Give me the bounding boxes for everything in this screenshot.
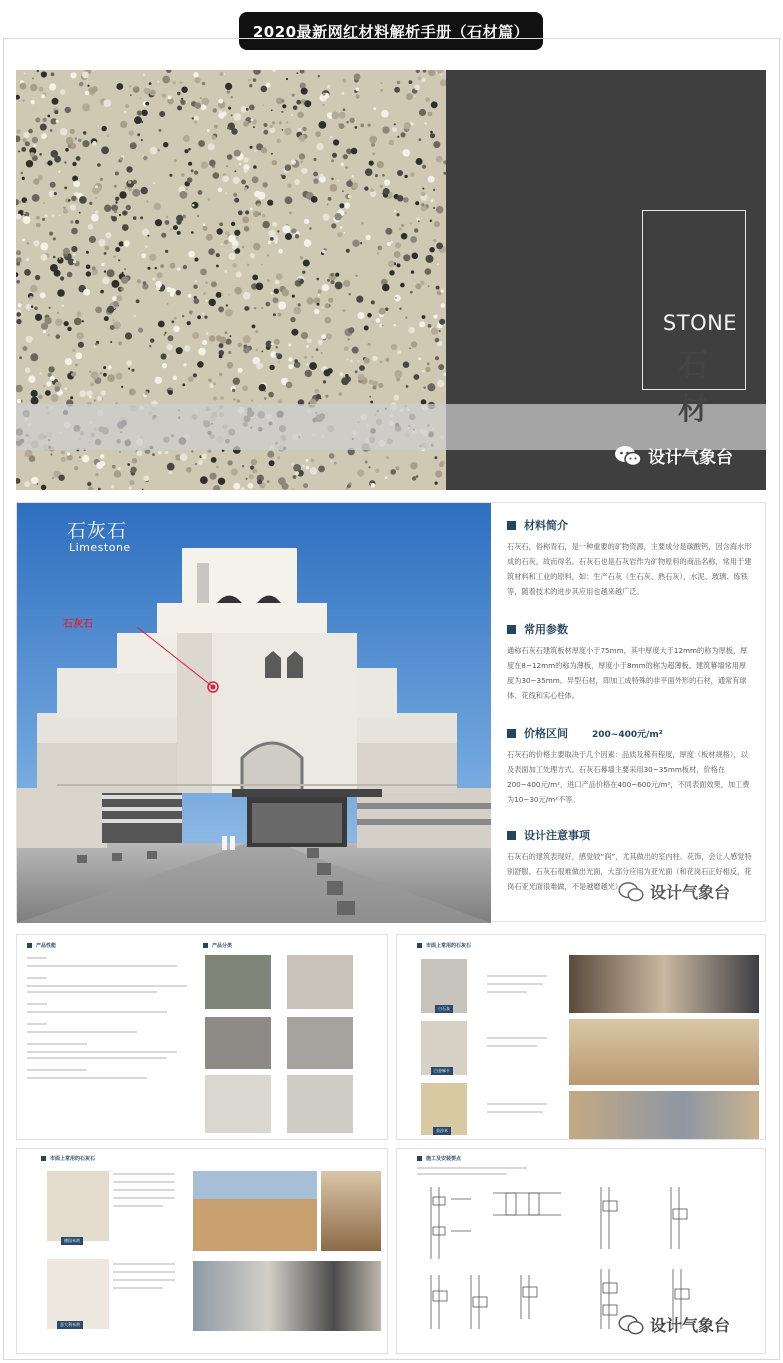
text-line <box>113 1271 175 1273</box>
limestone-page <box>16 502 766 922</box>
text-line <box>113 1197 175 1199</box>
text-line <box>27 1031 137 1033</box>
swatch-label: 金沙米 <box>433 1127 451 1135</box>
section-body: 石灰石，俗称青石，是一种重要的矿物资源，主要成分是碳酸钙，因含海水形成的石灰，故而得名。石灰石也是石灰岩作为矿物原料的商品名称，常用于建筑材料和工业的原料，如：生产石灰（生石灰、熟石灰），水泥、玻璃、炼铁等，随着技术的进步其应用也越来越广泛。 <box>507 542 752 596</box>
section-bullet-square <box>507 831 516 840</box>
wechat-icon <box>618 1315 644 1335</box>
section-price <box>507 725 752 807</box>
text-line <box>487 1045 537 1047</box>
text-line <box>487 991 527 993</box>
stone-thumbnail <box>287 955 353 1009</box>
text-line <box>417 1173 507 1175</box>
document-title: 2020最新网红材料解析手册（石材篇） <box>239 12 543 50</box>
booklet-page-common-limestone-2 <box>16 1148 388 1354</box>
limestone-watermark <box>618 880 730 903</box>
text-line <box>27 965 177 967</box>
text-line <box>113 1287 163 1289</box>
swatch-image <box>47 1259 109 1329</box>
limestone-title: 石灰石 <box>67 520 128 542</box>
text-line <box>113 1181 175 1183</box>
text-line <box>417 1167 527 1169</box>
section-body: 通称石灰石建筑板材厚度小于75mm，其中厚度大于12mm的称为厚板，厚度在8~12mm的称为薄板，厚度小于8mm的称为超薄板。建筑幕墙常用厚度为30~35mm。异型石材，即加工成特殊的非平面外形的石材，通常有球体、花线和实心柱体。 <box>507 646 748 700</box>
text-line <box>27 957 47 959</box>
swatch-image <box>47 1171 109 1241</box>
booklet-page-properties <box>16 934 388 1140</box>
text-line <box>27 1011 167 1013</box>
booklet-heading: 产品分类 <box>212 943 233 949</box>
text-line <box>487 1103 547 1105</box>
text-line <box>487 1111 543 1113</box>
swatch-label: 白石灰 <box>435 1005 453 1013</box>
section-bullet-square <box>27 943 32 948</box>
villa-photo <box>193 1171 317 1251</box>
text-line <box>27 991 157 993</box>
text-line <box>27 1023 47 1025</box>
section-heading: 常用参数 <box>524 623 568 636</box>
section-intro <box>507 517 752 599</box>
text-line <box>27 985 187 987</box>
cover-watermark-text: 设计气象台 <box>648 448 733 468</box>
wechat-icon <box>614 445 642 467</box>
text-line <box>487 975 547 977</box>
text-line <box>27 1051 177 1053</box>
cover-title-cn: 石 材 <box>678 348 722 427</box>
booklet-watermark-text: 设计气象台 <box>650 1316 731 1335</box>
section-heading: 材料简介 <box>524 519 568 532</box>
section-bullet-square <box>417 943 422 948</box>
stone-thumbnail <box>205 955 271 1009</box>
limestone-subtitle: Limestone <box>69 541 131 554</box>
text-line <box>113 1263 175 1265</box>
text-line <box>113 1279 175 1281</box>
stone-thumbnail <box>205 1017 271 1069</box>
section-parameters <box>507 621 752 703</box>
stone-thumbnail <box>205 1075 271 1133</box>
section-heading: 价格区间 <box>524 727 568 740</box>
text-line <box>113 1205 163 1207</box>
facade-photo <box>569 1019 759 1085</box>
stone-thumbnail <box>287 1075 353 1133</box>
limestone-watermark-text: 设计气象台 <box>650 883 731 902</box>
section-bullet-square <box>507 625 516 634</box>
museum-photo-thumb <box>193 1261 381 1331</box>
booklet-heading: 产品性能 <box>36 943 57 949</box>
text-line <box>27 1057 167 1059</box>
building-photo <box>569 1091 759 1139</box>
price-range: 200~400元/m² <box>592 729 663 740</box>
cover-watermark <box>614 443 733 468</box>
text-line <box>113 1173 175 1175</box>
booklet-heading: 市面上常用的石灰石 <box>426 943 472 949</box>
swatch-label: 意大利米黄 <box>57 1321 83 1329</box>
section-body: 石灰石的价格主要取决于几个因素：品质及稀有程度，厚度（板材规格），以及表面加工处理方式。石灰石幕墙主要采用30~35mm板材，价格在200~400元/m²，进口产品价格在400~600元/m²，不同表面效果，加工费为10~30元/m²不等。 <box>507 750 750 804</box>
text-line <box>27 1069 87 1071</box>
villa-photo <box>321 1171 381 1251</box>
museum-building-image <box>17 503 491 923</box>
text-line <box>27 1077 147 1079</box>
section-heading: 设计注意事项 <box>524 829 590 842</box>
interior-photo <box>569 955 759 1013</box>
section-bullet-square <box>41 1156 46 1161</box>
booklet-page-common-limestone-1 <box>396 934 766 1140</box>
text-line <box>27 977 47 979</box>
museum-photo <box>17 503 491 923</box>
text-line <box>113 1189 175 1191</box>
stone-thumbnail <box>287 1017 353 1069</box>
cover-title-en: STONE <box>662 311 738 335</box>
text-line <box>27 1043 87 1045</box>
section-bullet-square <box>417 1156 422 1161</box>
booklet-watermark <box>618 1313 730 1336</box>
section-body: 石灰石的建筑表现好，感觉较“润”，尤其做出的室内柱、花饰，会让人感觉特别舒服。石灰石很难做出光面，大部分应用为亚光面（和花岗石正好相反，花岗石亚光面很难做，不是越磨越光） <box>507 852 752 891</box>
section-bullet-square <box>203 943 208 948</box>
text-line <box>27 1003 47 1005</box>
swatch-label: 白金麻卡 <box>431 1067 453 1075</box>
booklet-heading: 市面上常用的石灰石 <box>50 1156 96 1162</box>
wechat-icon <box>618 882 644 902</box>
section-bullet-square <box>507 521 516 530</box>
limestone-callout-label: 石灰石 <box>63 619 93 630</box>
installation-drawings <box>411 1179 761 1329</box>
section-bullet-square <box>507 729 516 738</box>
booklet-heading: 施工及安装要点 <box>426 1156 462 1162</box>
text-line <box>487 983 543 985</box>
text-line <box>487 1037 547 1039</box>
swatch-label: 德国米黄 <box>61 1237 83 1245</box>
